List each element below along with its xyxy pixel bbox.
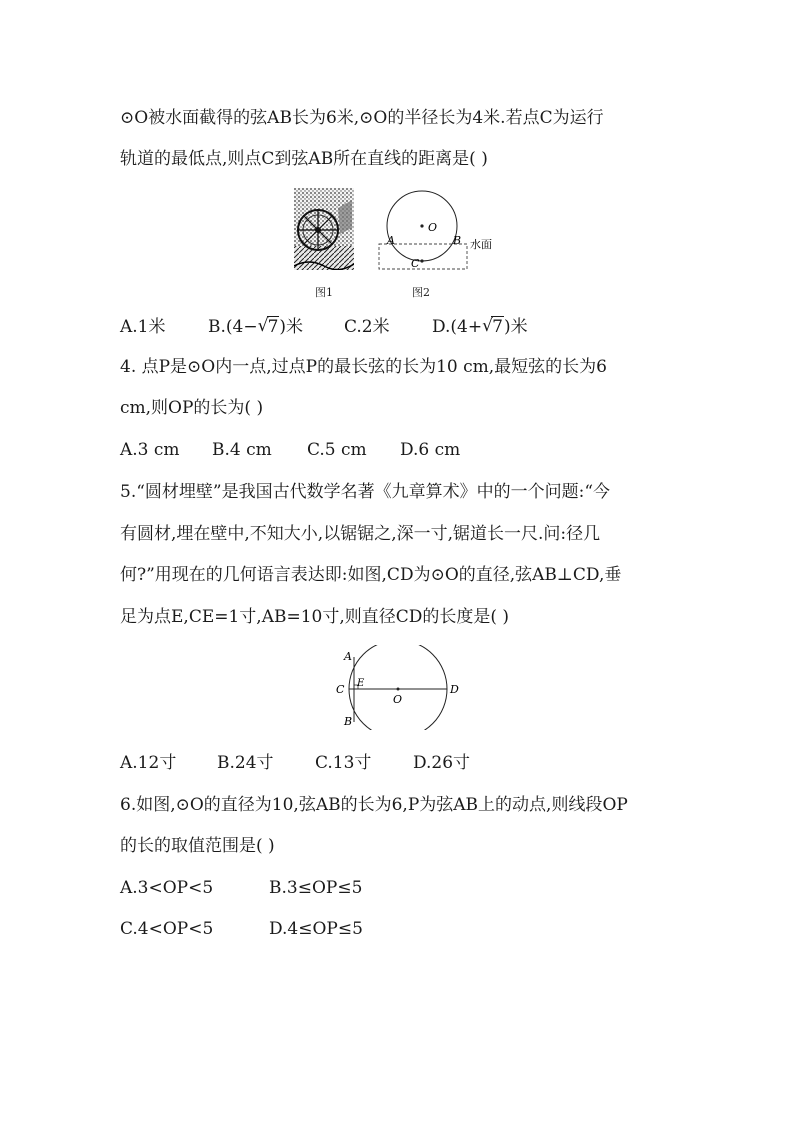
- q3-figure-2-caption: 图2: [412, 286, 430, 299]
- q4-text-line-2: cm,则OP的长为( ): [120, 398, 264, 418]
- q6-option-d: D.4≤OP≤5: [269, 919, 363, 939]
- q6-text-line-2: 的长的取值范围是( ): [120, 836, 275, 856]
- q5-option-b: B.24寸: [217, 753, 274, 773]
- fig2-label-water: 水面: [470, 238, 492, 251]
- q5-fig-label-E: E: [357, 678, 365, 689]
- q3-option-b-sqrt: [258, 315, 280, 339]
- q4-option-b: B.4 cm: [212, 440, 272, 460]
- q3-option-b: [208, 315, 303, 339]
- q3-option-d: [432, 315, 528, 339]
- q5-fig-point-O: [397, 688, 400, 691]
- q3-option-a: A.1米: [120, 317, 166, 337]
- q3-figure-2-diagram: [372, 188, 502, 274]
- q3-figure-1-caption: 图1: [315, 286, 333, 299]
- q3-option-b-suffix: )米: [279, 317, 304, 337]
- q5-fig-label-A: A: [344, 650, 352, 663]
- fig2-label-C: C: [411, 257, 420, 270]
- q3-option-b-radicand: 7: [267, 317, 279, 337]
- q5-option-a: A.12寸: [120, 753, 177, 773]
- q3-figure-1-waterwheel-image: [294, 188, 354, 270]
- q5-fig-label-B: B: [344, 715, 353, 728]
- q4-option-a: A.3 cm: [120, 440, 180, 460]
- fig2-water-rectangle: [379, 244, 467, 269]
- fig2-label-B: B: [453, 234, 462, 247]
- q5-text-line-3: 何?”用现在的几何语言表达即:如图,CD为⊙O的直径,弦AB⊥CD,垂: [120, 565, 622, 585]
- q5-text-line-1: 5.“圆材埋壁”是我国古代数学名著《九章算术》中的一个问题:“今: [120, 482, 611, 502]
- q4-option-c: C.5 cm: [307, 440, 367, 460]
- q6-option-a: A.3<OP<5: [120, 878, 214, 898]
- fig2-point-C: [420, 259, 423, 262]
- fig2-label-O: O: [428, 221, 438, 234]
- q5-text-line-4: 足为点E,CE=1寸,AB=10寸,则直径CD的长度是( ): [120, 607, 510, 627]
- q5-fig-label-O: O: [393, 693, 403, 706]
- q6-text-line-1: 6.如图,⊙O的直径为10,弦AB的长为6,P为弦AB上的动点,则线段OP: [120, 795, 628, 815]
- fig2-point-O: [420, 224, 423, 227]
- q5-text-line-2: 有圆材,埋在壁中,不知大小,以锯锯之,深一寸,锯道长一尺.问:径几: [120, 524, 601, 544]
- q3-option-d-suffix: )米: [503, 317, 528, 337]
- q3-text-line-1: ⊙O被水面截得的弦AB长为6米,⊙O的半径长为4米.若点C为运行: [120, 108, 604, 128]
- fig2-label-A: A: [387, 234, 395, 247]
- q5-option-c: C.13寸: [315, 753, 372, 773]
- q5-figure-diagram: [330, 645, 470, 730]
- q3-text-line-2: 轨道的最低点,则点C到弦AB所在直线的距离是( ): [120, 149, 488, 169]
- q6-option-c: C.4<OP<5: [120, 919, 214, 939]
- q5-fig-label-D: D: [450, 683, 459, 696]
- q6-option-b: B.3≤OP≤5: [269, 878, 363, 898]
- q4-option-d: D.6 cm: [400, 440, 461, 460]
- q5-fig-label-C: C: [336, 683, 345, 696]
- q3-option-d-radicand: 7: [492, 317, 503, 337]
- q3-option-d-prefix: D.(4+: [432, 317, 483, 337]
- q3-option-b-prefix: B.(4−: [208, 317, 258, 337]
- q4-text-line-1: 4. 点P是⊙O内一点,过点P的最长弦的长为10 cm,最短弦的长为6: [120, 357, 607, 377]
- q3-option-d-sqrt: [482, 315, 504, 339]
- q3-option-c: C.2米: [344, 317, 390, 337]
- q5-option-d: D.26寸: [413, 753, 471, 773]
